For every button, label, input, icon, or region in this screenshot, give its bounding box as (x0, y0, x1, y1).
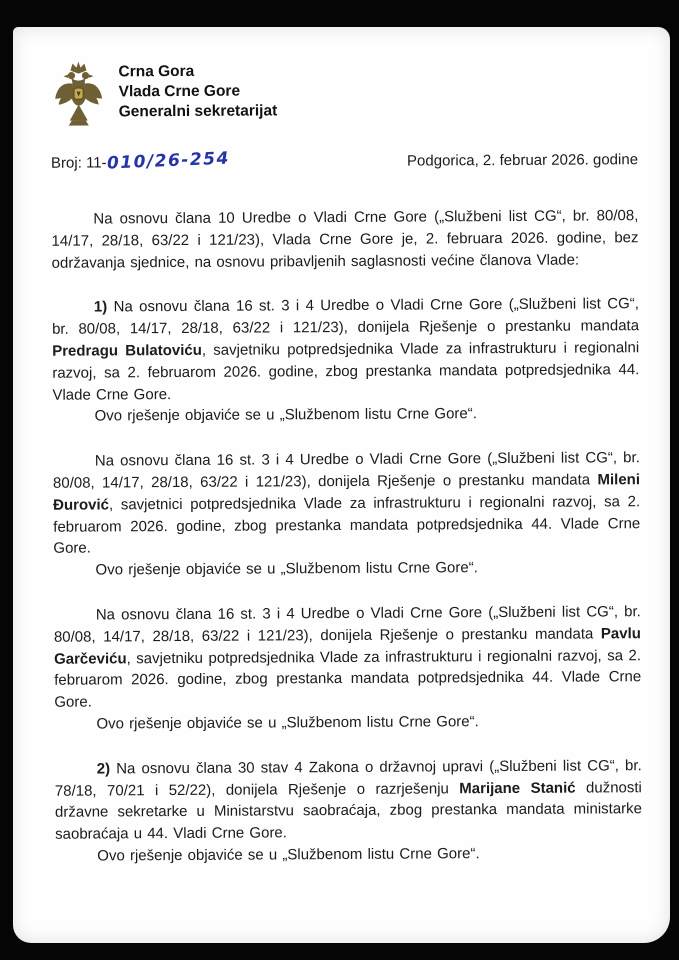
paragraph: Ovo rješenje objaviće se u „Službenom listu Crne Gore“. (95, 559, 478, 579)
document-number (50, 148, 230, 174)
meta-row (51, 149, 638, 173)
letterhead (52, 57, 637, 127)
paragraph: 1) Na osnovu člana 16 st. 3 i 4 Uredbe o Vladi Crne Gore („Službeni list CG“, br. 80/08, 14/17, 28/18, 63/22 i 121/23), donijela Rješenje o prestanku mandata Predragu Bulatoviću, savjetniku potpredsjednika Vlade za infrastrukturu i regionalni razvoj, sa 2. februarom 2026. godine, zbog prestanka mandata potpredsjednika 44. Vlade Crne Gore. (51, 295, 640, 404)
paragraph: Ovo rješenje objaviće se u „Službenom listu Crne Gore“. (94, 405, 477, 425)
paragraph: Na osnovu člana 10 Uredbe o Vladi Crne Gore („Službeni list CG“, br. 80/08, 14/17, 28/18, 63/22 i 121/23), Vlada Crne Gore je, 2. februara 2026. godine, bez održavanja sjednice, na osnovu pribavljenih saglasnosti većine članova Vlade: (51, 207, 639, 272)
paragraph: Ovo rješenje objaviće se u „Službenom listu Crne Gore“. (96, 713, 479, 733)
paragraph: 2) Na osnovu člana 30 stav 4 Zakona o državnoj upravi („Službeni list CG“, br. 78/18, 70/21 i 52/22), donijela Rješenje o razrješenju Marijane Stanić dužnosti državne sekretarke u Ministarstvu saobraćaja, zbog prestanka mandata ministarke saobraćaja u 44. Vladi Crne Gore. (54, 756, 643, 843)
place-and-date: Podgorica, 2. februar 2026. godine (406, 151, 639, 170)
org-secretariat: Generalni sekretarijat (118, 102, 278, 121)
document-number-handwritten: 010/26-254 (106, 148, 230, 174)
document-body (51, 205, 642, 867)
org-name-block (118, 59, 277, 122)
paragraph: Na osnovu člana 16 st. 3 i 4 Uredbe o Vladi Crne Gore („Službeni list CG“, br. 80/08, 14/17, 28/18, 63/22 i 121/23), donijela Rješenje o prestanku mandata Pavlu Garčeviću, savjetniku potpredsjednika Vlade za infrastrukturu i regionalni razvoj, sa 2. februarom 2026. godine, zbog prestanka mandata potpredsjednika 44. Vlade Crne Gore. (53, 603, 642, 711)
paragraph: Na osnovu člana 16 st. 3 i 4 Uredbe o Vladi Crne Gore („Službeni list CG“, br. 80/08, 14/17, 28/18, 63/22 i 121/23), donijela Rješenje o prestanku mandata Mileni Đurović, savjetnici potpredsjednika Vlade za infrastrukturu i regionalni razvoj, sa 2. februarom 2026. godine, zbog prestanka mandata potpredsjednika 44. Vlade Crne Gore. (52, 449, 641, 558)
montenegro-coat-of-arms-icon (52, 60, 104, 126)
org-government: Vlada Crne Gore (118, 82, 241, 101)
paragraph: Ovo rješenje objaviće se u „Službenom listu Crne Gore“. (97, 845, 480, 865)
org-country: Crna Gora (118, 62, 195, 81)
document-content (10, 25, 673, 945)
document-number-label: Broj: 11- (50, 154, 107, 172)
scanned-page (13, 27, 670, 943)
